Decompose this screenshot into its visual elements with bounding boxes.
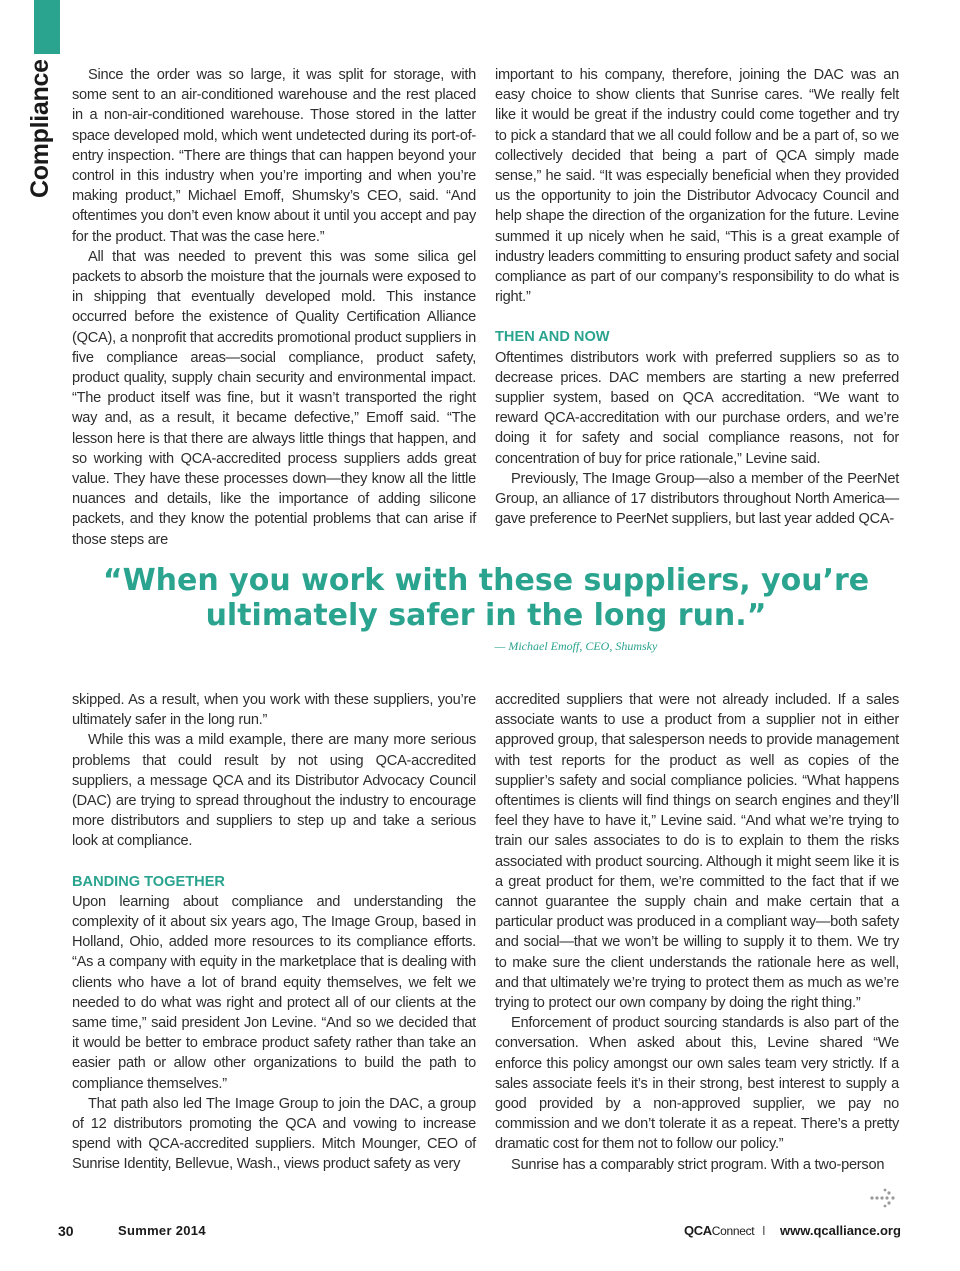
footer-separator: I <box>762 1223 766 1238</box>
paragraph: Previously, The Image Group—also a member of the PeerNet Group, an alliance of 17 distributors throughout North America—gave preference to PeerNet suppliers, but last year added QCA- <box>495 470 899 528</box>
paragraph: Since the order was so large, it was split for storage, with some sent to an air-conditioned warehouse and the rest placed in a non-air-conditioned warehouse. Those stored in the latter space developed mold, which went undetected during its port-of-entry inspection. “There are things that can happen beyond your control in this industry when you’re importing and when you’re making product,” Michael Emoff, Shumsky’s CEO, said. “And oftentimes you don’t even know about it until you accept and pay for the product. That was the case here.” <box>72 67 476 245</box>
website-url: www.qcalliance.org <box>780 1223 901 1238</box>
pull-quote-line: “When you work with these suppliers, you’re <box>102 563 870 598</box>
paragraph: Sunrise has a comparably strict program. With a two-person <box>511 1156 885 1173</box>
paragraph: skipped. As a result, when you work with these suppliers, you’re ultimately safer in the long run.” <box>72 692 476 729</box>
paragraph: Oftentimes distributors work with preferred suppliers so as to decrease prices. DAC members are starting a new preferred supplier system, based on QCA accreditation. “We want to reward QCA-accreditation with our purchase orders, and we’re doing it for safety and social compliance reasons, not for concentration of buy for price rationale,” Levine said. <box>495 349 899 467</box>
section-label: Compliance <box>26 59 54 198</box>
subheading-banding-together: BANDING TOGETHER <box>72 873 225 890</box>
paragraph: All that was needed to prevent this was some silica gel packets to absorb the moisture that the journals were exposed to in shipping that eventually developed mold. This instance occurred before the existence of Quality Certification Alliance (QCA), a nonprofit that accredits promotional product suppliers in five compliance areas—social compliance, product safety, product quality, supply chain security and environmental impact. “The product itself was fine, but it wasn’t transported the right way and, as a result, it became defective,” Emoff said. “The lesson here is that there are always little things that happen, and so working with QCA-accredited process suppliers adds great value. They have these processes down—they know all the little nuances and details, like the importance of adding silicone packets, and they know the potential problems that can arise if those steps are <box>72 248 476 548</box>
brand-light: Connect <box>711 1224 755 1238</box>
subheading-then-and-now: THEN AND NOW <box>495 329 610 346</box>
column-top-right <box>495 65 899 529</box>
paragraph: accredited suppliers that were not already included. If a sales associate wants to use a product from a supplier not in either approved group, that salesperson needs to provide management with test reports for the product as well as copies of the supplier’s safety and social compliance policies. “What happens oftentimes is clients will find things on search engines and they’ll feel they have to have it,” Levine said. “And what we’re trying to train our sales associates to do is to explain to them the risks associated with product sourcing. Although it might seem like it is a great product for them, we’re committed to the fact that if we cannot guarantee the supply chain and make certain that a particular product was produced in a compliant way—both safety and social—that we won’t be willing to supply it to them. We try to make sure the client understands the rationale here as well, and that ultimately we’re trying to protect them as much as we’re trying to protect our own company by doing the right thing.” <box>495 692 899 1012</box>
continue-arrow-icon <box>868 1188 898 1208</box>
section-tab <box>34 0 60 54</box>
pull-quote-line: ultimately safer in the long run.” <box>205 598 767 633</box>
paragraph: Upon learning about compliance and understanding the complexity of it about six years ago, The Image Group, based in Holland, Ohio, added more resources to its compliance efforts. “As a company with equity in the marketplace that is dealing with clients who have a lot of brand equity themselves, we felt we needed to do what was right and protect all of our clients at the same time,” said president Jon Levine. “And so we decided that it would be better to embrace product safety rather than take an easier path or allow other organizations to build the path to compliance themselves.” <box>72 893 476 1092</box>
paragraph: That path also led The Image Group to join the DAC, a group of 12 distributors promoting the QCA and vowing to increase spend with QCA-accredited suppliers. Mitch Mounger, CEO of Sunrise Identity, Bellevue, Wash., views product safety as very <box>72 1095 476 1173</box>
pull-quote-attribution: — Michael Emoff, CEO, Shumsky <box>494 639 658 653</box>
pull-quote <box>60 563 912 654</box>
brand-bold: QCA <box>684 1223 712 1238</box>
issue-date: Summer 2014 <box>118 1223 206 1238</box>
paragraph: While this was a mild example, there are many more serious problems that could result by not using QCA-accredited suppliers, a message QCA and its Distributor Advocacy Council (DAC) are trying to spread throughout the industry to encourage more distributors and suppliers to step up and take a serious look at compliance. <box>72 732 476 850</box>
publication-brand <box>684 1223 754 1238</box>
page-number: 30 <box>58 1223 74 1239</box>
column-bottom-left <box>72 690 476 1175</box>
column-top-left <box>72 65 476 550</box>
paragraph: important to his company, therefore, joining the DAC was an easy choice to show clients that Sunrise cares. “We really felt like it would be great if the industry could come together and try to pick a standard that we all could follow and be a part of, so we collectively decided that being a part of QCA simply made sense,” he said. “It was especially beneficial when they provided us the opportunity to join the Distributor Advocacy Council and help shape the direction of the organization for the future. Levine summed it up nicely when he said, “This is a great example of industry leaders committing to ensuring product safety and social compliance as part of our company’s responsibility to do what is right.” <box>495 67 899 306</box>
paragraph: Enforcement of product sourcing standards is also part of the conversation. When asked about this, Levine shared “We enforce this policy amongst our own sales team very strictly. If a sales associate feels it’s in their strong, best interest to supply a good provided by a non-approved supplier, we pay no commission and we don’t tolerate it as a repeat. There’s a pretty dramatic cost for them not to follow our policy.” <box>495 1015 899 1153</box>
column-bottom-right <box>495 690 899 1175</box>
